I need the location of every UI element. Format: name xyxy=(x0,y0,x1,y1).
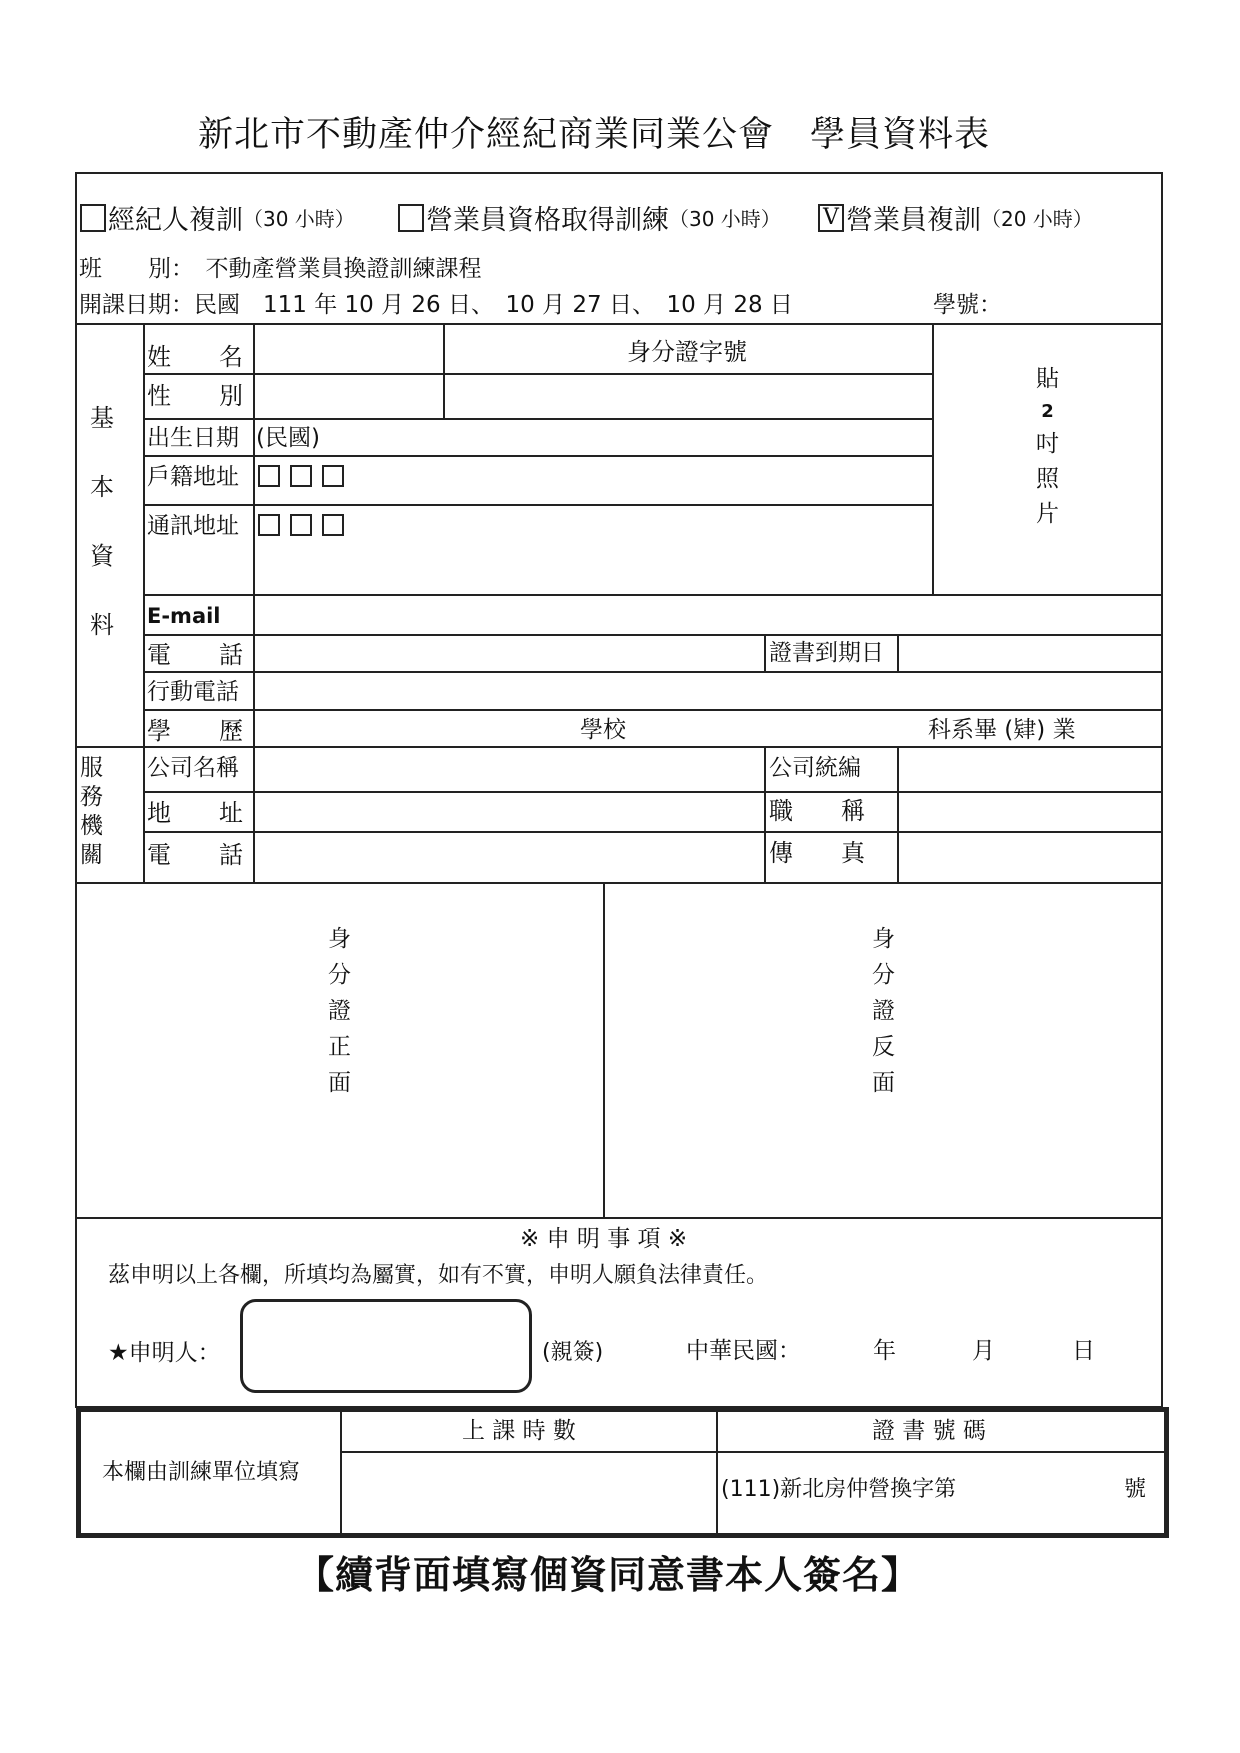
label-cert-expiry: 證書到期日 xyxy=(769,640,884,666)
label-id-number: 身分證字號 xyxy=(627,338,747,366)
postcode-box[interactable] xyxy=(322,465,344,487)
option-agent-refresher[interactable] xyxy=(818,198,1093,237)
label-department-graduated: 科系畢 (肄) 業 xyxy=(928,717,1076,743)
option-label: 營業員資格取得訓練 xyxy=(426,205,669,236)
postcode-box[interactable] xyxy=(290,514,312,536)
label-fax: 傳 真 xyxy=(769,839,865,867)
label-company-tax-id: 公司統編 xyxy=(769,755,861,781)
postcode-box[interactable] xyxy=(258,465,280,487)
label-mobile: 行動電話 xyxy=(147,679,239,705)
postcode-box[interactable] xyxy=(258,514,280,536)
label-name: 姓 名 xyxy=(147,343,243,371)
section-basic-info: 基 本 資 料 xyxy=(90,404,114,639)
month-label: 月 xyxy=(972,1338,995,1364)
label-mailing-address: 通訊地址 xyxy=(147,513,239,539)
label-company-name: 公司名稱 xyxy=(147,755,239,781)
postcode-box[interactable] xyxy=(290,465,312,487)
roc-date-label: 中華民國： xyxy=(686,1338,801,1364)
date-line: 開課日期：民國 111 年 10 月 26 日、 10 月 27 日、 10 月 28 日 xyxy=(79,292,793,318)
label-company-phone: 電 話 xyxy=(147,841,243,869)
id-card-back-area[interactable]: 身 分 證 反 面 xyxy=(872,926,895,1096)
certificate-number-header: 證 書 號 碼 xyxy=(872,1418,986,1444)
option-label: 經紀人複訓 xyxy=(108,205,243,236)
label-school: 學校 xyxy=(580,717,626,743)
self-sign-label: (親簽) xyxy=(542,1340,604,1365)
checkbox-checked[interactable]: V xyxy=(818,204,844,232)
postcode-box[interactable] xyxy=(322,514,344,536)
option-label: 營業員複訓 xyxy=(846,205,981,236)
declaration-text: 茲申明以上各欄，所填均為屬實，如有不實，申明人願負法律責任。 xyxy=(108,1263,769,1288)
label-job-title: 職 稱 xyxy=(769,797,865,825)
day-label: 日 xyxy=(1072,1338,1095,1364)
id-card-front-area[interactable]: 身 分 證 正 面 xyxy=(328,926,351,1096)
label-birthday: 出生日期 xyxy=(147,425,239,451)
label-phone: 電 話 xyxy=(147,641,243,669)
photo-placeholder[interactable]: 貼 2 吋 照 片 xyxy=(1036,366,1059,527)
label-education: 學 歷 xyxy=(147,717,243,745)
option-agent-qualification[interactable] xyxy=(398,198,781,237)
class-hours-header: 上 課 時 數 xyxy=(462,1418,576,1444)
section-employer: 服 務 機 關 xyxy=(80,755,103,868)
class-line: 班 別： 不動產營業員換證訓練課程 xyxy=(79,256,482,282)
checkbox[interactable] xyxy=(80,204,106,232)
page-title: 新北市不動產仲介經紀商業同業公會 學員資料表 xyxy=(198,115,991,155)
student-no-label: 學號： xyxy=(933,292,1002,318)
label-company-address: 地 址 xyxy=(147,799,243,827)
office-use-label: 本欄由訓練單位填寫 xyxy=(102,1460,301,1485)
option-hours: （20 小時） xyxy=(981,207,1093,231)
signature-box[interactable] xyxy=(240,1299,532,1393)
footer-note: 【續背面填寫個資同意書本人簽名】 xyxy=(296,1553,921,1597)
declaration-heading: ※ 申 明 事 項 ※ xyxy=(520,1226,688,1252)
label-household-address: 戶籍地址 xyxy=(147,464,239,490)
household-postcode[interactable] xyxy=(258,465,354,487)
mailing-postcode[interactable] xyxy=(258,514,354,536)
certificate-number-suffix: 號 xyxy=(1124,1477,1147,1502)
label-gender: 性 別 xyxy=(147,382,243,410)
option-broker-refresher[interactable] xyxy=(80,198,355,237)
certificate-number-prefix: (111)新北房仲營換字第 xyxy=(721,1477,957,1502)
checkbox[interactable] xyxy=(398,204,424,232)
option-hours: （30 小時） xyxy=(243,207,355,231)
birthday-prefix: (民國) xyxy=(256,425,320,451)
label-email: E-mail xyxy=(147,604,221,628)
declarant-label: ★申明人： xyxy=(108,1340,221,1366)
year-label: 年 xyxy=(873,1338,896,1364)
option-hours: （30 小時） xyxy=(669,207,781,231)
